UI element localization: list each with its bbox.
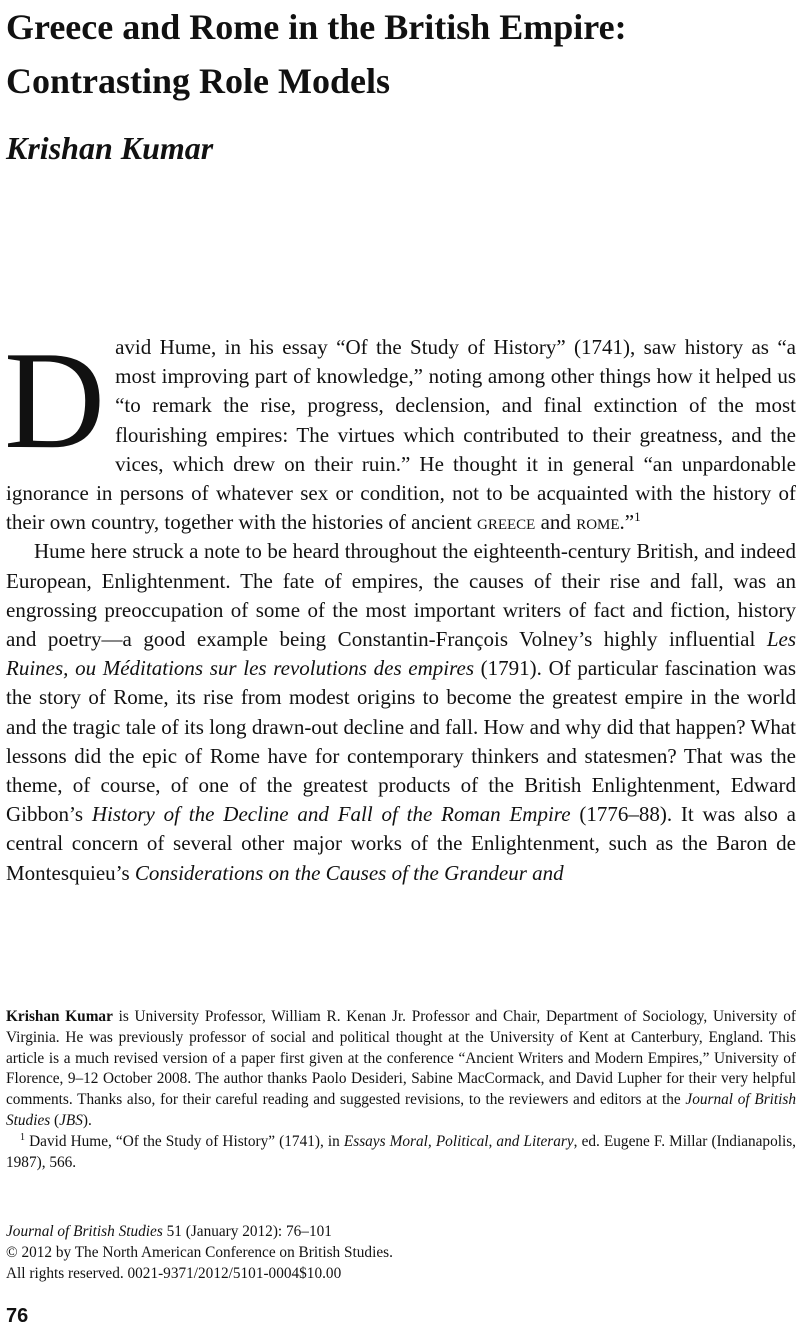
- paragraph-2: [6, 537, 796, 887]
- author-note-text-b: (: [50, 1111, 60, 1129]
- author-note-text-a: is University Professor, William R. Kenan Jr. Professor and Chair, Department of Sociology, University of Virginia. He was previously professor of social and political thought at the University of Kent at Canterbury, England. This article is a much revised version of a paper first given at the conference “Ancient Writers and Modern Empires,” University of Florence, 9–12 October 2008. The author thanks Paolo Desideri, Sabine MacCormack, and David Lupher for their very helpful comments. Thanks also, for their careful reading and suggested revisions, to the reviewers and editors at the: [6, 1008, 796, 1109]
- rome-smallcaps: rome: [576, 510, 620, 535]
- citation-details: 51 (January 2012): 76–101: [162, 1223, 332, 1240]
- footnote-number: 1: [20, 1131, 25, 1143]
- author-note-name: Krishan Kumar: [6, 1008, 113, 1025]
- citation-block: [6, 1221, 796, 1284]
- paragraph-1-text: avid Hume, in his essay “Of the Study of History” (1741), saw history as “a most improving part of knowledge,” noting among other things how it helped us “to remark the rise, progress, declension, and final extinction of the most flourishing empires: The virtues which contributed to their greatness, and the vices, which drew on their ruin.” He thought it in general “an unpardonable ignorance in persons of whatever sex or condition, not to be acquainted with the history of their own country, together with the histories of ancient: [6, 335, 796, 535]
- citation-copyright: © 2012 by The North American Conference on British Studies.: [6, 1244, 393, 1261]
- paragraph-1-and: and: [535, 510, 577, 535]
- author-note-text-c: ).: [82, 1111, 92, 1129]
- paragraph-1-end: .”: [619, 510, 635, 535]
- title-considerations: Considerations on the Causes of the Grandeur and: [134, 860, 564, 885]
- paragraph-2-text-a: Hume here struck a note to be heard throughout the eighteenth-century British, and indeed European, Enlightenment. The fate of empires, the causes of their rise and fall, was an engrossing preoccupation of some of the most important writers of fact and fiction, history and poetry—a good example being Constantin-François Volney’s highly influential: [6, 539, 796, 652]
- paragraph-2-text-c: (1776–88). It was also a central concern of several other major works of the Enlightenment, such as the Baron de Montesquieu’s: [6, 802, 796, 885]
- drop-cap: D: [4, 323, 106, 478]
- greece-smallcaps: greece: [477, 510, 536, 535]
- paragraph-1: [4, 323, 796, 537]
- footnote-1: [6, 1132, 796, 1174]
- paragraph-2-text-b: (1791). Of particular fascination was the story of Rome, its rise from modest origins to become the greatest empire in the world and the tragic tale of its long drawn-out decline and fall. How and why did that happen? What lessons did the epic of Rome have for contemporary thinkers and statesmen? That was the theme, of course, of one of the greatest products of the British Enlightenment, Edward Gibbon’s: [6, 656, 797, 827]
- author-note-journal: Journal of British Studies: [6, 1091, 797, 1129]
- citation-journal-line: [6, 1221, 796, 1242]
- article-title: Greece and Rome in the British Empire: Contrasting Role Models: [6, 7, 627, 101]
- footnote-text-b: , ed. Eugene F. Millar (Indianapolis, 1987), 566.: [6, 1132, 796, 1171]
- footnote-ref-1[interactable]: 1: [634, 509, 641, 525]
- title-decline-and-fall: History of the Decline and Fall of the Roman Empire: [91, 802, 571, 827]
- citation-rights: All rights reserved. 0021-9371/2012/5101-0004$10.00: [6, 1265, 342, 1282]
- author-note-abbr: JBS: [59, 1111, 83, 1129]
- notes-section: [6, 1007, 796, 1173]
- footnote-text-a: David Hume, “Of the Study of History” (1741), in: [25, 1132, 344, 1150]
- author-note: [6, 1007, 796, 1132]
- citation-journal: Journal of British Studies: [6, 1223, 163, 1240]
- article-body: [4, 323, 797, 888]
- page-number: 76: [6, 1305, 29, 1327]
- footnote-italic-title: Essays Moral, Political, and Literary: [343, 1132, 574, 1150]
- article-author: Krishan Kumar: [6, 130, 214, 166]
- title-les-ruines: Les Ruines, ou Méditations sur les revolutions des empires: [6, 627, 796, 681]
